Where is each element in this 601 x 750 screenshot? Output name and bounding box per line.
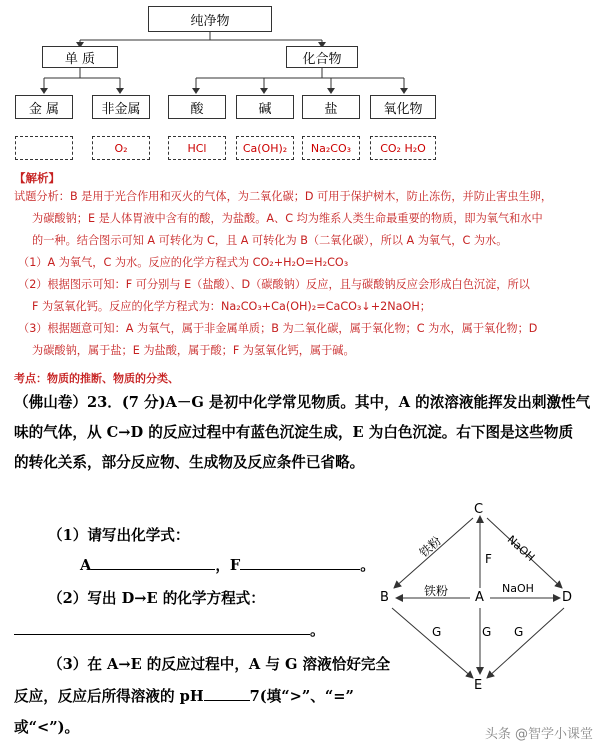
tree-connectors xyxy=(0,0,601,170)
question-line: 的转化关系，部分反应物、生成物及反应条件已省略。 xyxy=(14,454,365,471)
tree-oxide: 氧化物 xyxy=(370,95,436,119)
node-c: C xyxy=(474,502,484,517)
analysis-line: （1）A 为氧气，C 为水。反应的化学方程式为 CO₂+H₂O=H₂CO₃ xyxy=(18,256,349,269)
question-part2-blank-row xyxy=(14,616,325,646)
part3-text: 反应，反应后所得溶液的 pH xyxy=(14,688,204,705)
analysis-line: （3）根据题意可知：A 为氧气，属于非金属单质；B 为二氧化碳，属于氧化物；C 为水，属于氧化物；D xyxy=(18,322,538,335)
question-intro xyxy=(14,388,600,478)
end-period: 。 xyxy=(360,557,375,574)
tree-root: 纯净物 xyxy=(148,6,272,32)
edge-label-g-de: G xyxy=(514,625,524,639)
question-part2: （2）写出 D→E 的化学方程式： xyxy=(48,590,265,607)
answer-box-base: Ca(OH)₂ xyxy=(236,136,294,160)
edge-label-naoh-ad: NaOH xyxy=(502,582,534,595)
tree-element: 单 质 xyxy=(42,46,118,68)
analysis-line: （2）根据图示可知：F 可分别与 E（盐酸）、D（碳酸钠）反应，且与碳酸钠反应会形成白色沉淀，所以 xyxy=(18,278,530,291)
answer-box-acid: HCl xyxy=(168,136,226,160)
end-period: 。 xyxy=(310,622,325,639)
analysis-line: F 为氢氧化钙。反应的化学方程式为：Na₂CO₃+Ca(OH)₂=CaCO₃↓+2NaOH； xyxy=(32,300,431,313)
analysis-line: 为碳酸钠；E 是人体胃液中含有的酸，为盐酸。A、C 均为维系人类生命最重要的物质，即为氧气和水中 xyxy=(32,212,543,225)
edge-label-g-ae: G xyxy=(482,625,492,639)
tree-compound: 化合物 xyxy=(286,46,358,68)
edge-label-f: F xyxy=(485,552,492,566)
question-line: 味的气体，从 C→D 的反应过程中有蓝色沉淀生成，E 为白色沉淀。右下图是这些物质 xyxy=(14,424,574,441)
blank-equation[interactable] xyxy=(14,618,310,635)
answer-box-salt: Na₂CO₃ xyxy=(302,136,360,160)
watermark: 头条 @智学小课堂 xyxy=(484,727,593,742)
analysis-heading: 【解析】 xyxy=(14,171,60,185)
node-d: D xyxy=(562,590,573,605)
tree-acid: 酸 xyxy=(168,95,226,119)
question-part1-blanks xyxy=(80,551,375,581)
blank-f[interactable] xyxy=(240,553,360,570)
tree-metal: 金 属 xyxy=(15,95,73,119)
label-a: A xyxy=(80,557,92,574)
answer-box-metal xyxy=(15,136,73,160)
blank-ph[interactable] xyxy=(204,684,250,701)
analysis-body xyxy=(14,186,594,362)
node-e: E xyxy=(474,678,483,693)
answer-box-oxide: CO₂ H₂O xyxy=(370,136,436,160)
question-part3-line3: 或“<”)。 xyxy=(14,719,80,736)
tree-nonmetal: 非金属 xyxy=(92,95,150,119)
tree-salt: 盐 xyxy=(302,95,360,119)
question-line: （佛山卷）23．(7 分)A－G 是初中化学常见物质。其中，A 的浓溶液能挥发出刺激性气 xyxy=(14,394,591,411)
edge-label-iron-cb: 铁粉 xyxy=(416,533,444,561)
edge-label-g-be: G xyxy=(432,625,442,639)
blank-a[interactable] xyxy=(91,553,215,570)
answer-box-nonmetal: O₂ xyxy=(92,136,150,160)
edge-label-iron-ab: 铁粉 xyxy=(424,584,449,598)
analysis-line: 的一种。结合图示可知 A 可转化为 C，且 A 可转化为 B（二氧化碳），所以 A 为氧气，C 为水。 xyxy=(32,234,508,247)
question-part1: （1）请写出化学式： xyxy=(48,527,190,544)
analysis-line: 为碳酸钠，属于盐；E 为盐酸，属于酸；F 为氢氧化钙，属于碱。 xyxy=(32,344,355,357)
label-f: ，F xyxy=(215,557,241,574)
question-part3: （3）在 A→E 的反应过程中，A 与 G 溶液恰好完全 xyxy=(48,656,391,673)
edge-label-naoh-cd: NaOH xyxy=(504,532,538,565)
part3-text: 7(填“>”、“=” xyxy=(249,688,354,705)
analysis-line: 试题分析：B 是用于光合作用和灭火的气体，为二氧化碳；D 可用于保护树木，防止冻伤，并防止害虫生卵， xyxy=(14,190,553,203)
node-b: B xyxy=(380,590,389,605)
question-part3-line2 xyxy=(14,682,354,712)
node-a: A xyxy=(475,590,484,605)
kaodian-label: 考点：物质的推断、物质的分类、 xyxy=(14,372,179,385)
tree-base: 碱 xyxy=(236,95,294,119)
